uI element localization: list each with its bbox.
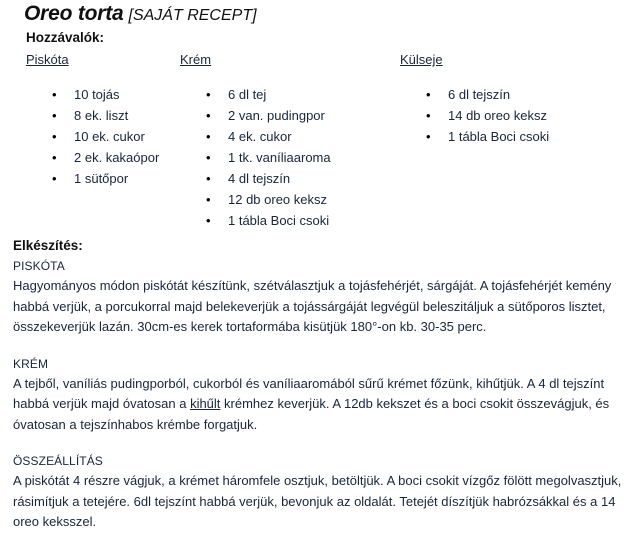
section-body-text: A piskótát 4 részre vágjuk, a krémet háromfele osztjuk, betöltjük. A boci csokit vízgőz fölött megolvasztjuk, rásimítjuk a tetejére. 6dl tejszínt habbá verjük, bevonjuk az oldalát. Tetejét díszítjük habrózsákkal és a 14 oreo keksszel. bbox=[13, 473, 622, 529]
bullet-icon: • bbox=[206, 192, 211, 207]
ingredient-text: 2 van. pudingpor bbox=[228, 108, 325, 123]
bullet-icon: • bbox=[52, 171, 57, 186]
section-spacer bbox=[13, 338, 625, 354]
ingredient-column-header: Piskóta bbox=[26, 52, 69, 67]
ingredient-text: 6 dl tejszín bbox=[448, 87, 511, 102]
list-item bbox=[26, 84, 176, 105]
ingredient-column-kulseje bbox=[400, 50, 620, 147]
list-item bbox=[180, 210, 380, 231]
bullet-icon: • bbox=[52, 87, 57, 102]
ingredient-text: 1 tábla Boci csoki bbox=[448, 129, 550, 144]
ingredient-text: 1 tk. vaníliaaroma bbox=[228, 150, 331, 165]
ingredient-column-krem bbox=[180, 50, 380, 231]
ingredient-text: 6 dl tej bbox=[228, 87, 267, 102]
ingredient-text: 8 ek. liszt bbox=[74, 108, 129, 123]
list-item bbox=[180, 189, 380, 210]
ingredient-column-header: Krém bbox=[180, 52, 212, 67]
bullet-icon: • bbox=[426, 129, 431, 144]
section-title-osszeallitas: ÖSSZEÁLLÍTÁS bbox=[13, 454, 103, 468]
section-body-piskota bbox=[13, 276, 625, 338]
bullet-icon: • bbox=[52, 108, 57, 123]
section-body-osszeallitas bbox=[13, 471, 625, 533]
list-item bbox=[400, 105, 620, 126]
list-item bbox=[180, 126, 380, 147]
ingredient-list-krem bbox=[180, 84, 380, 231]
ingredient-text: 4 dl tejszín bbox=[228, 171, 291, 186]
list-item bbox=[180, 168, 380, 189]
ingredient-list-piskota bbox=[26, 84, 176, 189]
section-body-text: Hagyományos módon piskótát készítünk, szétválasztjuk a tojásfehérjét, sárgáját. A tojásfehérjét kemény habbá verjük, a porcukorral majd belekeverjük a tojássárgáját legvégül beleszitáljuk a sütőporos lisztet, összekeverjük lazán. 30cm-es kerek tortaformába kisütjük 180°-on kb. 30-35 perc. bbox=[13, 278, 612, 334]
bullet-icon: • bbox=[426, 87, 431, 102]
section-body-krem bbox=[13, 374, 625, 436]
list-item bbox=[180, 105, 380, 126]
ingredient-column-piskota bbox=[26, 50, 176, 189]
ingredient-text: 1 sütőpor bbox=[74, 171, 129, 186]
preparation-section bbox=[13, 236, 625, 533]
section-title-piskota: PISKÓTA bbox=[13, 259, 65, 273]
ingredient-column-header: Külseje bbox=[400, 52, 443, 67]
bullet-icon: • bbox=[206, 87, 211, 102]
section-spacer bbox=[13, 435, 625, 451]
bullet-icon: • bbox=[206, 213, 211, 228]
bullet-icon: • bbox=[426, 108, 431, 123]
bullet-icon: • bbox=[206, 171, 211, 186]
section-title-krem: KRÉM bbox=[13, 356, 49, 371]
bullet-icon: • bbox=[206, 129, 211, 144]
list-item bbox=[400, 126, 620, 147]
ingredient-text: 12 db oreo keksz bbox=[228, 192, 328, 207]
section-body-text-post: krémhez keverjük. A 12db kekszet és a boci csokit összevágjuk, és óvatosan a tejszínhabos krémbe forgatjuk. bbox=[13, 396, 610, 432]
bullet-icon: • bbox=[52, 129, 57, 144]
ingredient-text: 1 tábla Boci csoki bbox=[228, 213, 330, 228]
list-item bbox=[26, 105, 176, 126]
list-item bbox=[180, 84, 380, 105]
recipe-title-main: Oreo torta bbox=[24, 2, 124, 25]
list-item bbox=[26, 168, 176, 189]
recipe-title-subtitle: [SAJÁT RECEPT] bbox=[128, 7, 257, 24]
ingredient-text: 10 tojás bbox=[74, 87, 120, 102]
ingredient-text: 10 ek. cukor bbox=[74, 129, 145, 144]
section-body-underlined: kihűlt bbox=[190, 396, 221, 411]
bullet-icon: • bbox=[206, 108, 211, 123]
bullet-icon: • bbox=[52, 150, 57, 165]
list-item bbox=[26, 126, 176, 147]
ingredient-text: 2 ek. kakaópor bbox=[74, 150, 160, 165]
recipe-title bbox=[24, 2, 257, 26]
ingredients-heading: Hozzávalók: bbox=[26, 30, 105, 45]
ingredient-text: 4 ek. cukor bbox=[228, 129, 292, 144]
list-item bbox=[26, 147, 176, 168]
ingredient-list-kulseje bbox=[400, 84, 620, 147]
section-body-text-pre: A tejből, vaníliás pudingporból, cukorból és vaníliaaromából sűrű krémet főzünk, kihűtjük. A 4 dl tejszínt habbá verjük majd óvatosan a bbox=[13, 375, 605, 411]
bullet-icon: • bbox=[206, 150, 211, 165]
list-item bbox=[180, 147, 380, 168]
list-item bbox=[400, 84, 620, 105]
ingredient-text: 14 db oreo keksz bbox=[448, 108, 548, 123]
preparation-heading: Elkészítés: bbox=[13, 238, 83, 253]
